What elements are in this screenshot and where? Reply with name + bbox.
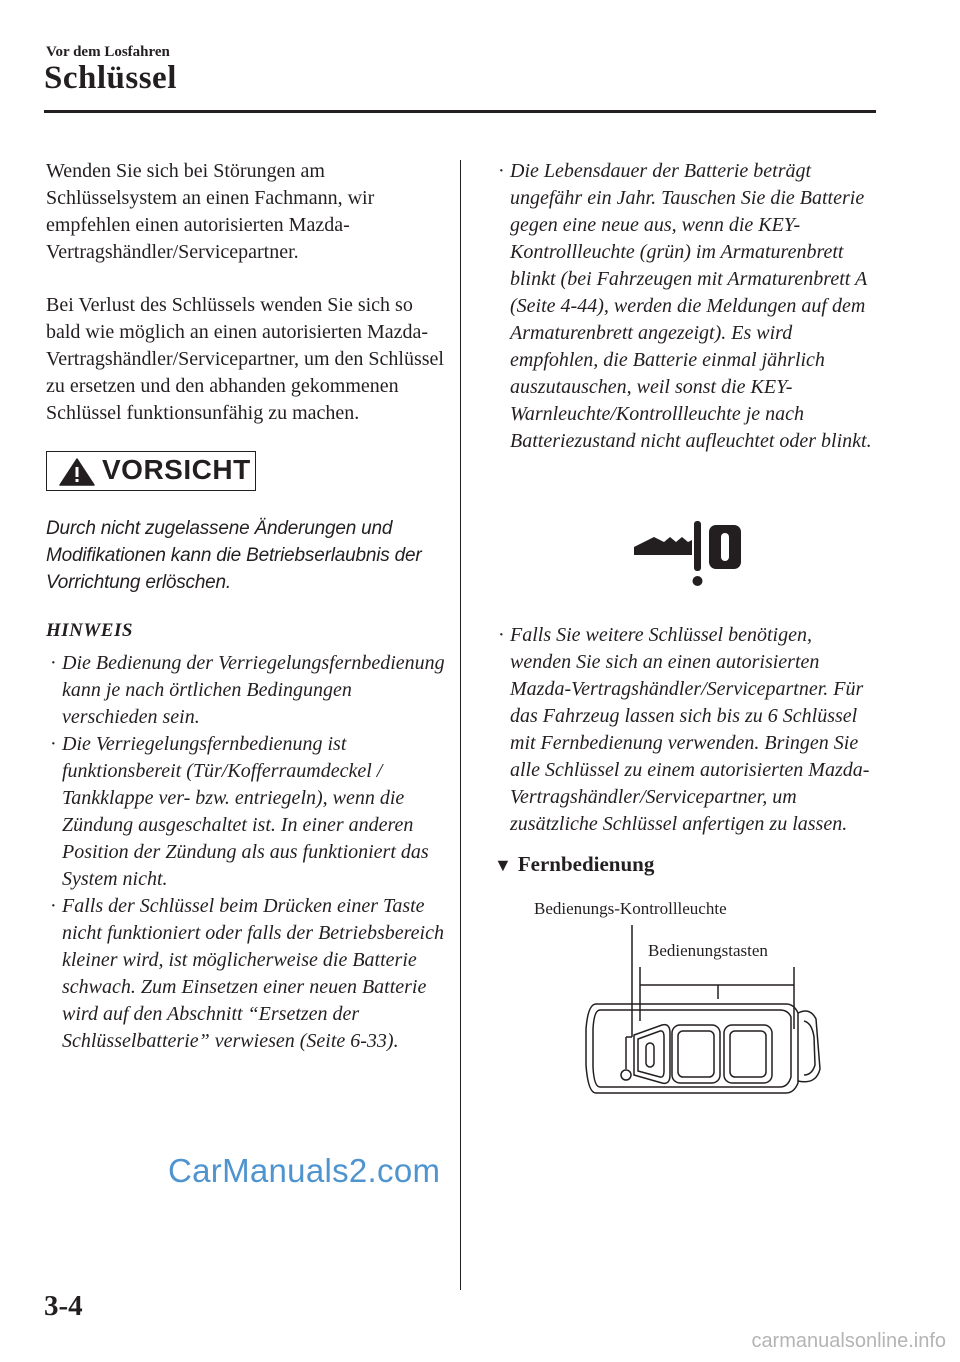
note-heading: HINWEIS: [46, 620, 133, 641]
indicator-label: Bedienungs-Kontrollleuchte: [534, 899, 727, 918]
note-item: · Die Verriegelungsfernbedienung ist funktionsbereit (Tür/Kofferraumdeckel / Tankklappe ver- bzw. entriegeln), wenn die Zündung ausgeschaltet ist. In einer anderen Position der Zündung als aus funktioniert das System nicht.: [46, 731, 446, 893]
remote-figure: [494, 889, 874, 1099]
left-column: [46, 158, 446, 1055]
subsection-title: Fernbedienung: [517, 852, 655, 876]
note-item: · Die Bedienung der Verriegelungsfernbedienung kann je nach örtlichen Bedingungen verschieden sein.: [46, 650, 446, 731]
note-list: [46, 650, 446, 1055]
remote-key-illustration: [494, 889, 874, 1099]
note-item: · Falls der Schlüssel beim Drücken einer Taste nicht funktioniert oder falls der Betriebsbereich kleiner wird, ist möglicherweise die Batterie schwach. Zum Einsetzen einer neuen Batterie wird auf den Abschnitt “Ersetzen der Schlüsselbatterie” verwiesen (Seite 6-33).: [46, 893, 446, 1055]
caution-text: Durch nicht zugelassene Änderungen und Modifikationen kann die Betriebserlaubnis der Vorrichtung erlöschen.: [46, 518, 422, 593]
paragraph-service: Wenden Sie sich bei Störungen am Schlüsselsystem an einen Fachmann, wir empfehlen einen autorisierten Mazda-Vertragshändler/Servicepartner.: [46, 160, 375, 263]
page-number: 3-4: [44, 1290, 83, 1322]
column-divider: [460, 160, 461, 1290]
site-watermark: carmanualsonline.info: [751, 1330, 946, 1352]
caution-box: [46, 451, 256, 491]
key-warning-indicator: [632, 515, 874, 600]
warning-triangle-icon: [59, 458, 95, 486]
note-item: · Falls Sie weitere Schlüssel benötigen, wenden Sie sich an einen autorisierten Mazda-Vertragshändler/Servicepartner. Für das Fahrzeug lassen sich bis zu 6 Schlüssel mit Fernbedienung verwenden. Bringen Sie alle Schlüssel zu einem autorisierten Mazda-Vertragshändler/Servicepartner, um zusätzliche Schlüssel anfertigen zu lassen.: [494, 622, 874, 838]
subsection-heading: [494, 852, 874, 877]
note-item: · Die Lebensdauer der Batterie beträgt ungefähr ein Jahr. Tauschen Sie die Batterie gegen eine neue aus, wenn die KEY-Kontrollleuchte (grün) im Armaturenbrett blinkt (bei Fahrzeugen mit Armaturenbrett A (Seite 4-44), werden die Meldungen auf dem Armaturenbrett angezeigt). Es wird empfohlen, die Batterie einmal jährlich auszutauschen, weil sonst die KEY-Warnleuchte/Kontrollleuchte je nach Batteriezustand nicht aufleuchtet oder blinkt.: [494, 158, 874, 455]
page-title: Schlüssel: [44, 60, 177, 96]
caution-label: VORSICHT: [102, 454, 251, 485]
paragraph-lost-key: Bei Verlust des Schlüssels wenden Sie sich so bald wie möglich an einen autorisierten Mazda-Vertragshändler/Servicepartner, um den Schlüssel zu ersetzen und den abhanden gekommenen Schlüssel funktionsunfähig zu machen.: [46, 294, 444, 424]
buttons-label: Bedienungstasten: [648, 941, 768, 960]
note-list-right: [494, 158, 874, 455]
right-column: [494, 158, 874, 1099]
section-label: Vor dem Losfahren: [46, 44, 170, 60]
note-list-right-2: [494, 622, 874, 838]
watermark-text: CarManuals2.com: [168, 1152, 441, 1189]
triangle-bullet-icon: ▼: [494, 855, 512, 875]
key-warning-light-icon: [632, 515, 752, 595]
header-rule: [44, 110, 876, 113]
